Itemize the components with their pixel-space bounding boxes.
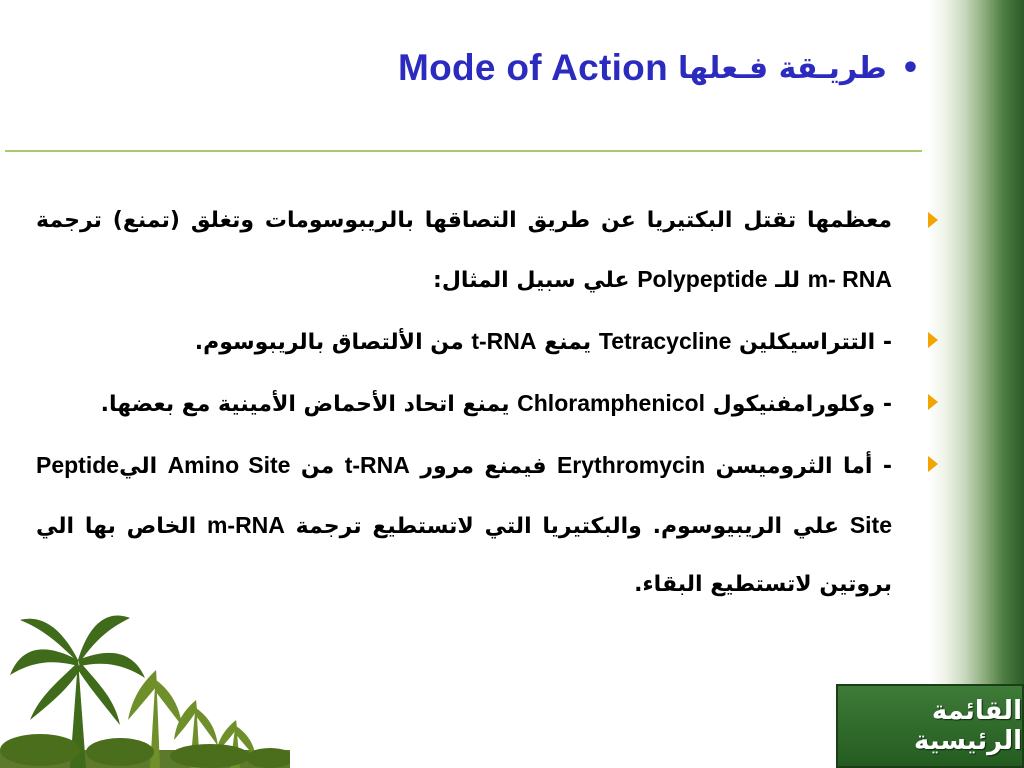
bullet-item	[36, 312, 892, 372]
latin-term: Erythromycin	[556, 452, 706, 478]
bullet-item	[36, 192, 892, 310]
triangle-right-icon	[928, 332, 938, 348]
slide-title	[300, 40, 920, 96]
title-bullet: •	[900, 50, 920, 86]
content-area	[36, 192, 892, 616]
arabic-text: - وكلورامفنيكول	[705, 392, 892, 417]
bullet-item	[36, 374, 892, 434]
arabic-text: من الألتصاق بالريبوسوم.	[194, 330, 472, 355]
latin-term: Chloramphenicol	[517, 390, 705, 416]
latin-term: m- RNA	[807, 266, 892, 292]
latin-term: Tetracycline	[598, 328, 732, 354]
triangle-right-icon	[928, 212, 938, 228]
bullet-text	[36, 454, 892, 597]
arabic-text: - التتراسيكلين	[731, 330, 892, 355]
latin-term: t-RNA	[344, 452, 410, 478]
arabic-text: يمنع	[536, 330, 599, 355]
arabic-text: معظمها تقتل البكتيريا عن طريق التصاقها بالريبوسومات وتغلق (تمنع) ترجمة	[36, 208, 892, 233]
latin-term: t-RNA	[471, 328, 537, 354]
bullet-text	[195, 330, 892, 355]
main-menu-button[interactable]	[836, 684, 1024, 768]
main-menu-label: القائمة الرئيسية	[913, 696, 1022, 756]
arabic-text: علي الريبيوسوم. والبكتيريا التي لاتستطيع ترجمة	[284, 514, 850, 539]
arabic-text: علي سبيل المثال:	[433, 268, 638, 293]
arabic-text: للـ	[767, 268, 808, 293]
bullet-text	[101, 392, 892, 417]
arabic-text: من	[290, 454, 345, 479]
bullet-item	[36, 436, 892, 614]
arabic-text: فيمنع مرور	[409, 454, 557, 479]
plants-illustration	[0, 600, 290, 768]
latin-term: Peptide Site	[36, 452, 892, 538]
arabic-text: - أما الثروميسن	[705, 454, 892, 479]
latin-term: Polypeptide	[637, 266, 768, 292]
title-divider	[5, 150, 922, 152]
bullet-text	[36, 208, 892, 293]
triangle-right-icon	[928, 394, 938, 410]
title-latin: Mode of Action	[397, 47, 668, 88]
title-arabic: طريـقة فـعلها	[677, 50, 887, 86]
latin-term: Amino Site	[167, 452, 291, 478]
latin-term: m-RNA	[206, 512, 285, 538]
triangle-right-icon	[928, 456, 938, 472]
decorative-side-band	[928, 0, 1024, 768]
arabic-text: يمنع اتحاد الأحماض الأمينية مع بعضها.	[100, 392, 518, 417]
arabic-text: الخاص بها الي بروتين لاتستطيع البقاء.	[36, 514, 892, 597]
arabic-text: الي	[119, 454, 168, 479]
